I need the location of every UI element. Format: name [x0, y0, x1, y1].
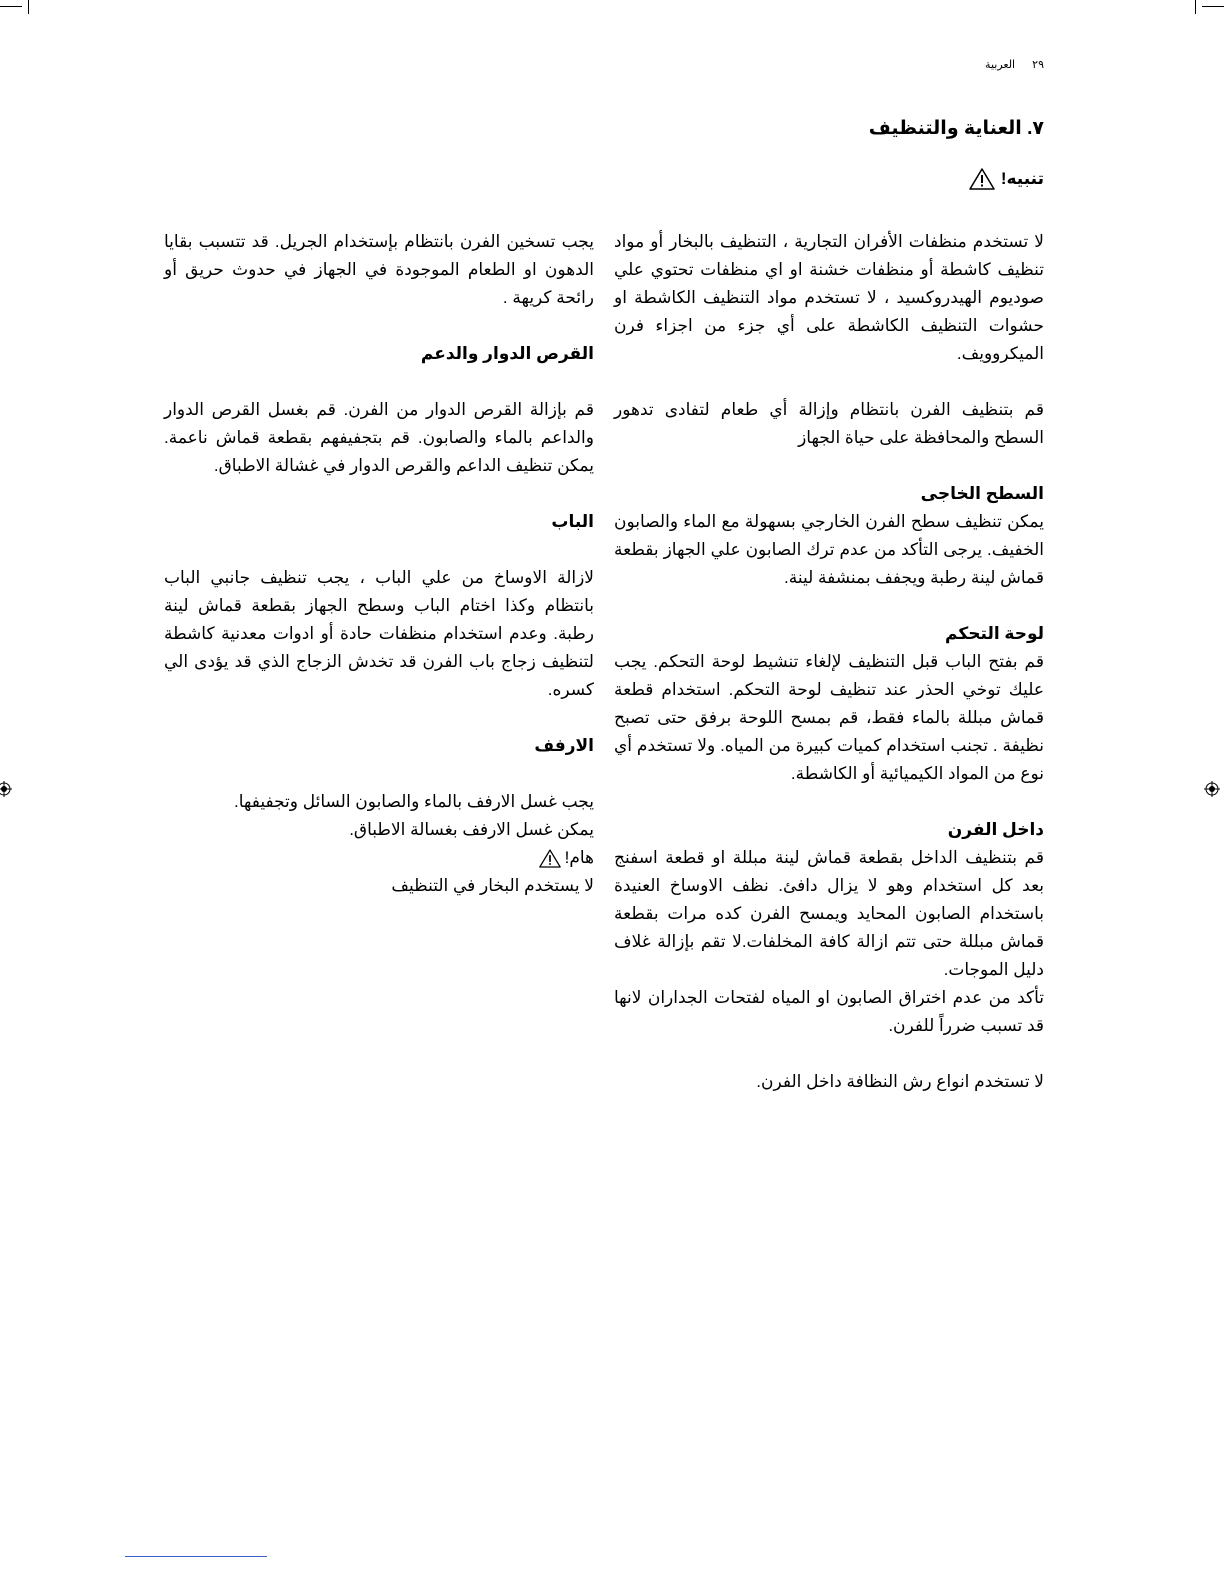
crop-mark-top-left	[0, 6, 22, 7]
page-header	[971, 58, 1044, 71]
registration-mark-left	[0, 781, 12, 797]
heading-door: الباب	[551, 512, 594, 531]
page-number: ٢٩	[1032, 59, 1044, 71]
registration-mark-right	[1204, 781, 1220, 797]
heading-turntable: القرص الدوار والدعم	[420, 344, 594, 363]
heading-control-panel: لوحة التحكم	[945, 624, 1044, 643]
paragraph-no-steam: لا يستخدم البخار في التنظيف	[391, 876, 594, 895]
header-language: العربية	[985, 59, 1016, 71]
warning-triangle-icon	[539, 849, 561, 868]
right-column	[614, 228, 1044, 1096]
important-label: هام!	[564, 848, 594, 867]
paragraph-control-panel: قم بفتح الباب قبل التنظيف لإلغاء تنشيط لوحة التحكم. يجب عليك توخي الحذر عند تنظيف لوحة التحكم. استخدام قطعة قماش مبللة بالماء فقط، قم بمسح اللوحة برفق حتى تصبح نظيفة . تجنب استخدام كميات كبيرة من المياه. ولا تستخدم أي نوع من المواد الكيميائية أو الكاشطة.	[614, 652, 1044, 783]
paragraph-abrasive-cleaners: لا تستخدم منظفات الأفران التجارية ، التنظيف بالبخار أو مواد تنظيف كاشطة أو منظفات خشنة او اي منظفات تحتوي علي صوديوم الهيدروكسيد ، لا تستخدم مواد التنظيف الكاشطة او حشوات التنظيف الكاشطة على أي جزء من اجزاء فرن الميكروويف.	[614, 232, 1044, 363]
paragraph-interior: قم بتنظيف الداخل بقطعة قماش لينة مبللة او قطعة اسفنج بعد كل استخدام وهو لا يزال دافئ. نظف الاوساخ العنيدة باستخدام الصابون المحايد ويمسح الفرن كده مرات بقطعة قماش مبللة حتى تتم ازالة كافة المخلفات.لا تقم بإزالة غلاف دليل الموجات.	[614, 848, 1044, 979]
warning-triangle-icon	[969, 168, 995, 190]
left-column	[164, 228, 594, 900]
section-title: ٧. العناية والتنظيف	[868, 118, 1044, 139]
paragraph-interior-openings: تأكد من عدم اختراق الصابون او المياه لفتحات الجداران لانها قد تسبب ضرراً للفرن.	[614, 988, 1044, 1035]
paragraph-exterior: يمكن تنظيف سطح الفرن الخارجي بسهولة مع الماء والصابون الخفيف. يرجى التأكد من عدم ترك الصابون علي الجهاز بقطعة قماش لينة رطبة ويجفف بمنشفة لينة.	[614, 512, 1044, 587]
paragraph-shelves-dishwasher: يمكن غسل الارفف بغسالة الاطباق.	[349, 820, 594, 839]
crop-mark-top-left-vertical	[28, 0, 29, 14]
heading-exterior: السطح الخاجى	[920, 484, 1044, 503]
paragraph-door: لازالة الاوساخ من علي الباب ، يجب تنظيف جانبي الباب بانتظام وكذا اختام الباب وسطح الجهاز بقطعة قماش لينة رطبة. وعدم استخدام منظفات حادة أو ادوات معدنية كاشطة لتنظيف زجاج باب الفرن قد تخدش الزجاج الذي قد يؤدى الي كسره.	[164, 568, 594, 699]
paragraph-no-spray: لا تستخدم انواع رش النظافة داخل الفرن.	[756, 1072, 1044, 1091]
warning-heading	[969, 168, 1044, 190]
footer-rule	[125, 1556, 267, 1557]
paragraph-clean-regularly: قم بتنظيف الفرن بانتظام وإزالة أي طعام لتفادى تدهور السطح والمحافظة على حياة الجهاز	[614, 400, 1044, 447]
heading-shelves: الارفف	[534, 736, 594, 755]
crop-mark-top-right	[1202, 6, 1224, 7]
warning-label: تنبيه!	[1000, 169, 1044, 188]
heading-interior: داخل الفرن	[947, 820, 1044, 839]
paragraph-turntable: قم بإزالة القرص الدوار من الفرن. قم بغسل القرص الدوار والداعم بالماء والصابون. قم بتجفيفهم بقطعة قماش ناعمة. يمكن تنظيف الداعم والقرص الدوار في غشالة الاطباق.	[164, 400, 594, 475]
paragraph-shelves-wash: يجب غسل الارفف بالماء والصابون السائل وتجفيفها.	[234, 792, 594, 811]
important-note	[164, 844, 594, 872]
paragraph-grill: يجب تسخين الفرن بانتظام بإستخدام الجريل. قد تتسبب بقايا الدهون او الطعام الموجودة في الجهاز في حدوث حريق أو رائحة كريهة .	[164, 232, 594, 307]
crop-mark-top-right-vertical	[1195, 0, 1196, 14]
